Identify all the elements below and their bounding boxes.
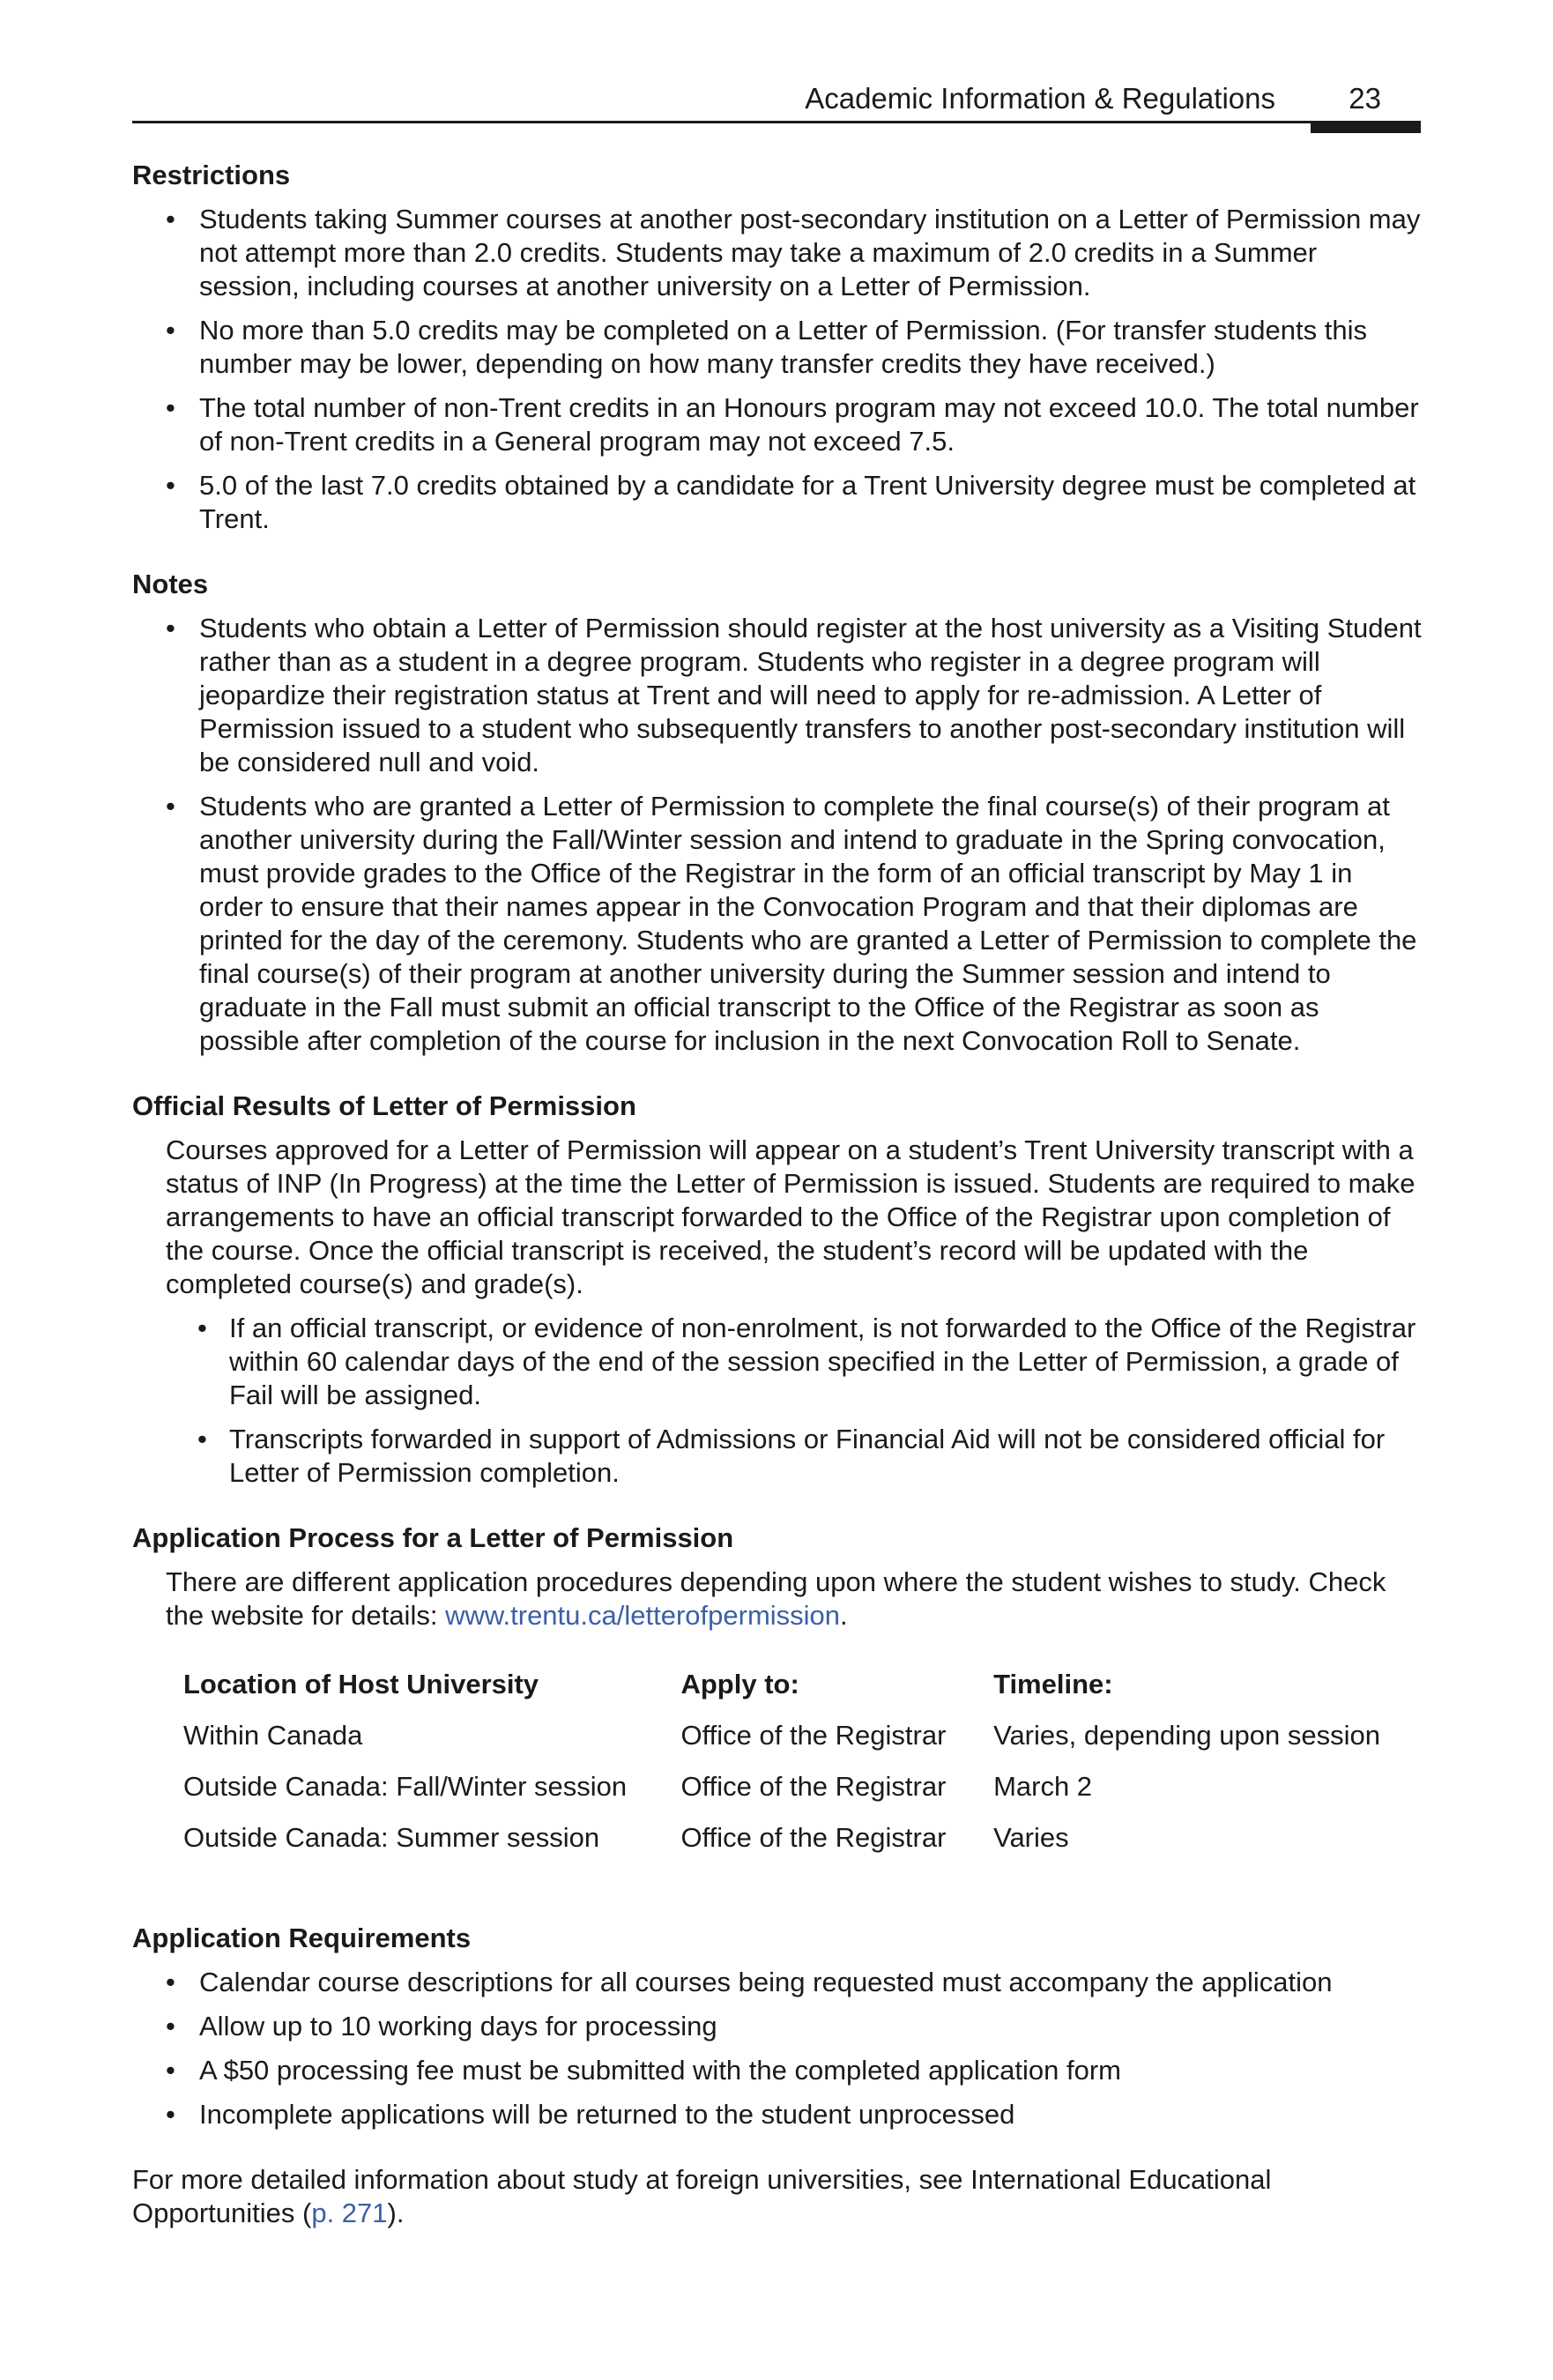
list-item-text: If an official transcript, or evidence of non-enrolment, is not forwarded to the Office of the Registrar within 60 calendar days of the end of the session specified in the Letter of Permission, a grade of Fail will be assigned. <box>229 1313 1416 1410</box>
table-row <box>183 1821 1423 1872</box>
list-item <box>132 469 1423 536</box>
table-cell: Varies <box>993 1822 1069 1853</box>
list-item-text: Transcripts forwarded in support of Admissions or Financial Aid will not be considered official for Letter of Permission completion. <box>229 1424 1386 1488</box>
page-number: 23 <box>1349 82 1381 115</box>
list-item-text: Students who are granted a Letter of Permission to complete the final course(s) of their program at another university during the Fall/Winter session and intend to graduate in the Spring convocation, must provide grades to the Office of the Registrar in the form of an official transcript by May 1 in order to ensure that their names appear in the Convocation Program and that their diplomas are printed for the day of the ceremony. Students who are granted a Letter of Permission to complete the final course(s) of their program at another university during the Summer session and intend to graduate in the Fall must submit an official transcript to the Office of the Registrar as soon as possible after completion of the course for inclusion in the next Convocation Roll to Senate. <box>199 791 1417 1056</box>
bullet-icon: • <box>166 392 175 423</box>
restrictions-list <box>132 203 1423 536</box>
bullet-icon: • <box>166 2099 175 2130</box>
running-title: Academic Information & Regulations <box>805 82 1275 115</box>
list-item <box>132 612 1423 779</box>
page-content <box>132 159 1423 2241</box>
table-cell: Within Canada <box>183 1720 363 1751</box>
table-cell: March 2 <box>993 1771 1093 1802</box>
list-item <box>132 2054 1423 2087</box>
table-row <box>183 1770 1423 1821</box>
list-item-text: Allow up to 10 working days for processing <box>199 2011 717 2042</box>
table-cell: Office of the Registrar <box>680 1771 947 1802</box>
notes-heading: Notes <box>132 569 209 599</box>
column-header-apply-to: Apply to: <box>680 1669 799 1699</box>
table-cell: Varies, depending upon session <box>993 1720 1380 1751</box>
list-item <box>132 391 1423 458</box>
host-university-table <box>183 1668 1423 1872</box>
official-results-heading: Official Results of Letter of Permission <box>132 1090 636 1121</box>
page-reference-link[interactable]: p. 271 <box>311 2198 388 2228</box>
bullet-icon: • <box>197 1313 207 1343</box>
table-cell: Office of the Registrar <box>680 1822 947 1853</box>
running-header <box>132 81 1421 123</box>
table-cell: Outside Canada: Fall/Winter session <box>183 1771 628 1802</box>
list-item <box>132 2098 1423 2131</box>
list-item-text: Students taking Summer courses at another post-secondary institution on a Letter of Permission may not attempt more than 2.0 credits. Students may take a maximum of 2.0 credits in a Summer session, including courses at another university on a Letter of Permission. <box>199 204 1421 301</box>
notes-list <box>132 612 1423 1058</box>
list-item-text: Students who obtain a Letter of Permission should register at the host university as a Visiting Student rather than as a student in a degree program. Students who register in a degree program will jeopardize their registration status at Trent and will need to apply for re-admission. A Letter of Permission issued to a student who subsequently transfers to another post-secondary institution will be considered null and void. <box>199 613 1422 777</box>
list-item <box>166 1312 1423 1412</box>
bullet-icon: • <box>166 613 175 643</box>
bullet-icon: • <box>166 2055 175 2086</box>
restrictions-section <box>132 159 1423 536</box>
column-header-location: Location of Host University <box>183 1669 539 1699</box>
official-results-section <box>132 1090 1423 1490</box>
application-process-text: There are different application procedures depending upon where the student wishes to study. Check the website for details: <box>166 1566 1386 1631</box>
closing-text: For more detailed information about study at foreign universities, see International Educational Opportunities ( <box>132 2164 1272 2228</box>
application-requirements-list <box>132 1966 1423 2131</box>
bullet-icon: • <box>166 2011 175 2042</box>
bullet-icon: • <box>166 470 175 501</box>
application-process-text-end: . <box>840 1600 848 1631</box>
bullet-icon: • <box>166 315 175 346</box>
official-results-paragraph: Courses approved for a Letter of Permission will appear on a student’s Trent University transcript with a status of INP (In Progress) at the time the Letter of Permission is issued. Students are required to make arrangements to have an official transcript forwarded to the Office of the Registrar upon completion of the course. Once the official transcript is received, the student’s record will be updated with the completed course(s) and grade(s). <box>166 1134 1416 1299</box>
application-requirements-heading: Application Requirements <box>132 1923 472 1953</box>
list-item-text: A $50 processing fee must be submitted with the completed application form <box>199 2055 1121 2086</box>
list-item <box>132 790 1423 1058</box>
table-cell: Outside Canada: Summer session <box>183 1822 600 1853</box>
bullet-icon: • <box>166 204 175 234</box>
letter-of-permission-link[interactable]: www.trentu.ca/letterofpermission <box>445 1600 841 1631</box>
list-item <box>132 314 1423 381</box>
page-tab-marker <box>1311 122 1421 133</box>
restrictions-heading: Restrictions <box>132 160 291 190</box>
bullet-icon: • <box>166 791 175 822</box>
list-item <box>132 1966 1423 1999</box>
application-process-heading: Application Process for a Letter of Permission <box>132 1522 734 1553</box>
list-item <box>132 203 1423 303</box>
list-item <box>166 1423 1423 1490</box>
list-item-text: 5.0 of the last 7.0 credits obtained by a candidate for a Trent University degree must be completed at Trent. <box>199 470 1416 534</box>
bullet-icon: • <box>166 1967 175 1997</box>
closing-text-end: ). <box>387 2198 405 2228</box>
closing-paragraph <box>132 2163 1423 2230</box>
list-item-text: Calendar course descriptions for all courses being requested must accompany the application <box>199 1967 1333 1997</box>
official-results-list <box>166 1312 1423 1490</box>
application-process-body <box>166 1566 1423 1633</box>
table-row <box>183 1719 1423 1770</box>
table-cell: Office of the Registrar <box>680 1720 947 1751</box>
list-item <box>132 2010 1423 2043</box>
list-item-text: The total number of non-Trent credits in an Honours program may not exceed 10.0. The total number of non-Trent credits in a General program may not exceed 7.5. <box>199 392 1419 457</box>
application-process-paragraph <box>166 1566 1423 1633</box>
official-results-body <box>166 1134 1423 1490</box>
list-item-text: Incomplete applications will be returned to the student unprocessed <box>199 2099 1015 2130</box>
application-process-section <box>132 1521 1423 1872</box>
notes-section <box>132 568 1423 1058</box>
column-header-timeline: Timeline: <box>993 1669 1113 1699</box>
application-requirements-section <box>132 1922 1423 2131</box>
bullet-icon: • <box>197 1424 207 1454</box>
list-item-text: No more than 5.0 credits may be completed on a Letter of Permission. (For transfer students this number may be lower, depending on how many transfer credits they have received.) <box>199 315 1367 379</box>
table-header-row <box>183 1668 1423 1719</box>
